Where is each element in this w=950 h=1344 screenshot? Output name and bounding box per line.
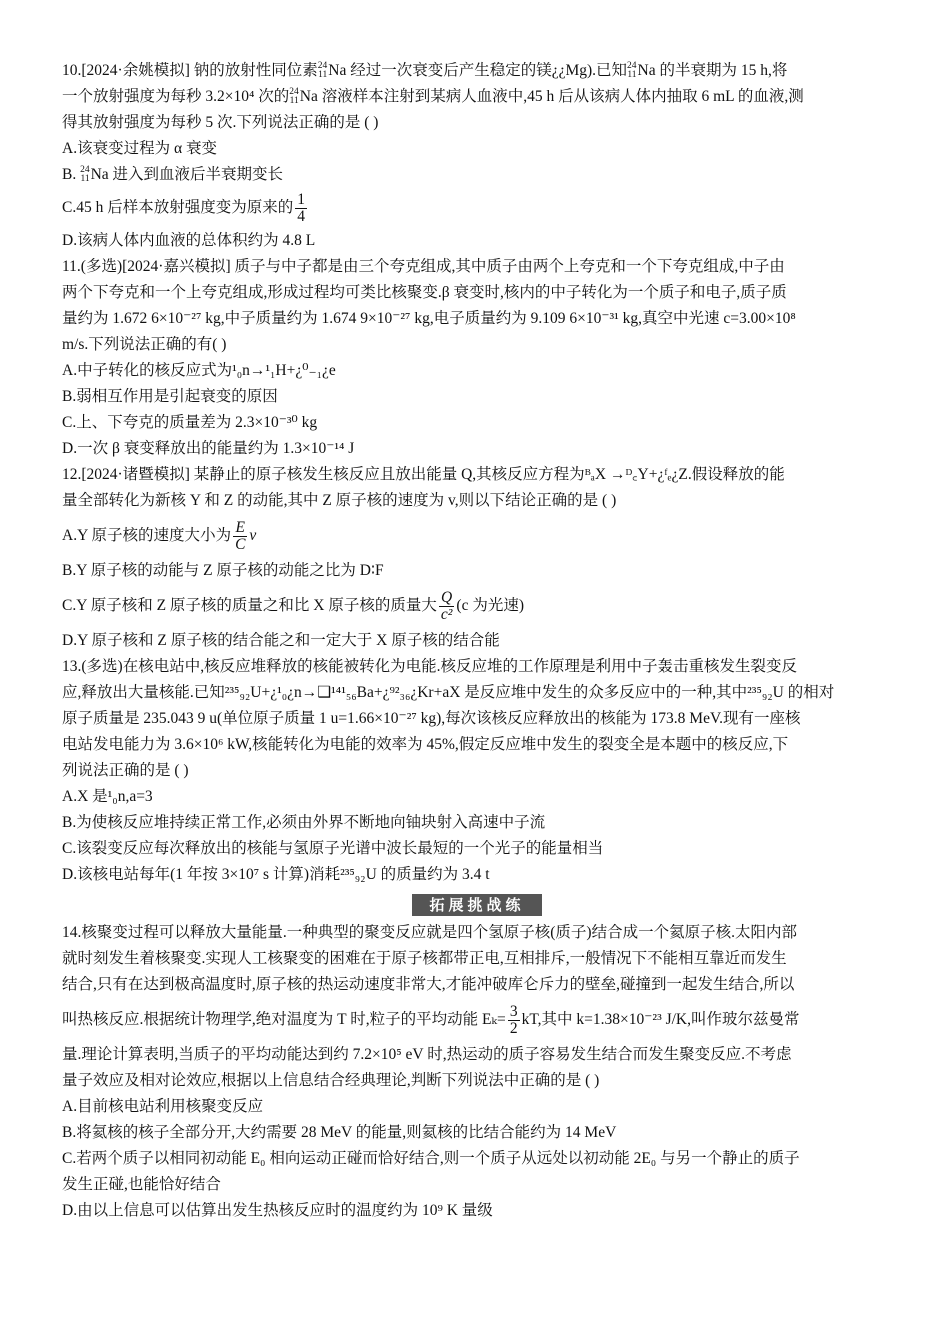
- q12-option-c-text: C.Y 原子核和 Z 原子核的质量之和比 X 原子核的质量大: [62, 597, 437, 614]
- q14-line4-text: 叫热核反应.根据统计物理学,绝对温度为 T 时,粒子的平均动能 Eₖ=: [62, 1011, 506, 1028]
- question-11: [62, 254, 892, 462]
- na-isotope-symbol: [80, 166, 90, 184]
- fraction-numerator: 3: [509, 1002, 518, 1020]
- fraction-q-over-c2: [439, 590, 455, 623]
- question-13: [62, 654, 892, 888]
- q14-stem-line-5: 量.理论计算表明,当质子的平均动能达到约 7.2×10⁵ eV 时,热运动的质子容易发生结合而发生聚变反应.不考虑: [62, 1046, 792, 1063]
- question-12: [62, 462, 892, 654]
- q14-option-b: B.将氦核的核子全部分开,大约需要 28 MeV 的能量,则氦核的比结合能约为 14 MeV: [62, 1124, 617, 1141]
- q12-option-d: D.Y 原子核和 Z 原子核的结合能之和一定大于 X 原子核的结合能: [62, 632, 500, 649]
- q10-option-b-prefix: B.: [62, 166, 81, 183]
- section-banner: 拓展挑战练: [412, 894, 542, 916]
- q11-stem-line-3: 量约为 1.672 6×10⁻²⁷ kg,中子质量约为 1.674 9×10⁻²⁷ kg,电子质量约为 9.109 6×10⁻³¹ kg,真空中光速 c=3.00×10⁸: [62, 310, 796, 327]
- q10-stem-line-1: [62, 58, 892, 84]
- fraction-numerator: 1: [297, 190, 305, 208]
- q12-option-b: B.Y 原子核的动能与 Z 原子核的动能之比为 D∶F: [62, 562, 384, 579]
- q14-line4-rest: kT,其中 k=1.38×10⁻²³ J/K,叫作玻尔兹曼常: [521, 1011, 800, 1028]
- q14-stem-line-4: [62, 998, 892, 1042]
- q13-option-b: B.为使核反应堆持续正常工作,必须由外界不断地向铀块射入高速中子流: [62, 814, 546, 831]
- q10-stem-e: Na 溶液样本注射到某病人血液中,45 h 后从该病人体内抽取 6 mL 的血液,测: [299, 88, 804, 105]
- q12-option-a: [62, 514, 892, 558]
- q10-stem-b: Na 经过一次衰变后产生稳定的镁¿¿Mg).已知: [328, 62, 628, 79]
- fraction-numerator: Q: [439, 590, 455, 607]
- q13-stem-line-5: 列说法正确的是 ( ): [62, 762, 189, 779]
- fraction-denominator: C: [235, 535, 246, 553]
- q11-stem-line-4: m/s.下列说法正确的有( ): [62, 336, 227, 353]
- q10-stem-line-2: [62, 84, 892, 110]
- q13-stem-line-2: 应,释放出大量核能.已知²³⁵₉₂U+¿¹₀¿n→❑¹⁴¹₅₆Ba+¿⁹²₃₆¿Kr+aX 是反应堆中发生的众多反应中的一种,其中²³⁵₉₂U 的相对: [62, 684, 835, 701]
- q14-option-c-line-2: 发生正碰,也能恰好结合: [62, 1176, 221, 1193]
- na-mass-number: 24: [289, 87, 299, 98]
- q12-option-c: [62, 584, 892, 628]
- fraction-denominator: c²: [440, 605, 453, 623]
- q11-option-a: A.中子转化的核反应式为¹₀n→¹₁H+¿⁰₋₁¿e: [62, 362, 336, 379]
- na-mass-number: 24: [627, 61, 637, 72]
- q13-stem-line-1: 13.(多选)在核电站中,核反应堆释放的核能被转化为电能.核反应堆的工作原理是利用中子轰击重核发生裂变反: [62, 658, 797, 675]
- fraction-denominator: 2: [509, 1019, 518, 1037]
- fraction-one-quarter: [295, 192, 307, 225]
- question-14: [62, 920, 892, 1224]
- q10-option-b-text: Na 进入到血液后半衰期变长: [90, 166, 284, 183]
- q13-option-a: A.X 是¹₀n,a=3: [62, 788, 153, 805]
- na-atomic-number: 11: [80, 174, 90, 185]
- q12-stem-line-2: 量全部转化为新核 Y 和 Z 的动能,其中 Z 原子核的速度为 v,则以下结论正确的是 ( ): [62, 492, 617, 509]
- q12-option-a-var: v: [249, 527, 257, 544]
- q14-option-a: A.目前核电站利用核聚变反应: [62, 1098, 264, 1115]
- fraction-three-halves: [508, 1004, 520, 1037]
- q10-option-a: A.该衰变过程为 α 衰变: [62, 140, 217, 157]
- q10-stem-d: 一个放射强度为每秒 3.2×10⁴ 次的: [62, 88, 290, 105]
- na-mass-number: 24: [317, 61, 328, 72]
- na-atomic-number: 11: [289, 96, 299, 107]
- q12-stem-line-1: 12.[2024·诸暨模拟] 某静止的原子核发生核反应且放出能量 Q,其核反应方程为ᴮₐX →ᴰ꜀Y+¿ᶠₑ¿Z.假设释放的能: [62, 466, 785, 483]
- q11-stem-line-2: 两个下夸克和一个上夸克组成,形成过程均可类比核聚变.β 衰变时,核内的中子转化为一个质子和电子,质子质: [62, 284, 787, 301]
- fraction-numerator: E: [233, 520, 247, 537]
- na-isotope-symbol: [318, 62, 328, 80]
- q13-stem-line-4: 电站发电能力为 3.6×10⁶ kW,核能转化为电能的效率为 45%,假定反应堆中发生的裂变全是本题中的核反应,下: [62, 736, 789, 753]
- q14-option-c-line-1: C.若两个质子以相同初动能 E₀ 相向运动正碰而恰好结合,则一个质子从远处以初动能 2E₀ 与另一个静止的质子: [62, 1150, 800, 1167]
- q13-option-d: D.该核电站每年(1 年按 3×10⁷ s 计算)消耗²³⁵₉₂U 的质量约为 3.4 t: [62, 866, 490, 883]
- na-mass-number: 24: [80, 165, 90, 176]
- q11-option-b: B.弱相互作用是引起衰变的原因: [62, 388, 278, 405]
- q10-stem-c: Na 的半衰期为 15 h,将: [637, 62, 788, 79]
- q12-option-c-note: (c 为光速): [456, 597, 524, 614]
- na-isotope-symbol: [289, 88, 299, 106]
- q11-option-c: C.上、下夸克的质量差为 2.3×10⁻³⁰ kg: [62, 414, 318, 431]
- q10-option-c-text: C.45 h 后样本放射强度变为原来的: [62, 199, 294, 216]
- q12-option-a-text: A.Y 原子核的速度大小为: [62, 527, 232, 544]
- q10-option-c: [62, 188, 892, 228]
- q13-stem-line-3: 原子质量是 235.043 9 u(单位原子质量 1 u=1.66×10⁻²⁷ kg),每次该核反应释放出的核能为 173.8 MeV.现有一座核: [62, 710, 801, 727]
- q10-stem-line-3: 得其放射强度为每秒 5 次.下列说法正确的是 ( ): [62, 114, 379, 131]
- q10-option-d: D.该病人体内血液的总体积约为 4.8 L: [62, 232, 316, 249]
- q11-stem-line-1: 11.(多选)[2024·嘉兴模拟] 质子与中子都是由三个夸克组成,其中质子由两个上夸克和一个下夸克组成,中子由: [62, 258, 785, 275]
- na-isotope-symbol: [627, 62, 637, 80]
- q14-option-d: D.由以上信息可以估算出发生热核反应时的温度约为 10⁹ K 量级: [62, 1202, 493, 1219]
- fraction-denominator: 4: [297, 207, 305, 225]
- q10-stem-a: 10.[2024·余姚模拟] 钠的放射性同位素: [62, 62, 318, 79]
- question-10: [62, 58, 892, 254]
- fraction-e-over-c: [233, 520, 247, 553]
- q14-stem-line-3: 结合,只有在达到极高温度时,原子核的热运动速度非常大,才能冲破库仑斥力的壁垒,碰撞到一起发生结合,所以: [62, 976, 795, 993]
- worksheet-page: [62, 58, 892, 1224]
- q14-stem-line-1: 14.核聚变过程可以释放大量能量.一种典型的聚变反应就是四个氢原子核(质子)结合成一个氦原子核.太阳内部: [62, 924, 797, 941]
- q14-stem-line-6: 量子效应及相对论效应,根据以上信息结合经典理论,判断下列说法中正确的是 ( ): [62, 1072, 600, 1089]
- q14-stem-line-2: 就时刻发生着核聚变.实现人工核聚变的困难在于原子核都带正电,互相排斥,一般情况下不能相互靠近而发生: [62, 950, 787, 967]
- q10-option-b: [62, 162, 892, 188]
- na-atomic-number: 11: [627, 70, 637, 81]
- na-atomic-number: 11: [318, 70, 328, 81]
- q13-option-c: C.该裂变反应每次释放出的核能与氢原子光谱中波长最短的一个光子的能量相当: [62, 840, 604, 857]
- q11-option-d: D.一次 β 衰变释放出的能量约为 1.3×10⁻¹⁴ J: [62, 440, 355, 457]
